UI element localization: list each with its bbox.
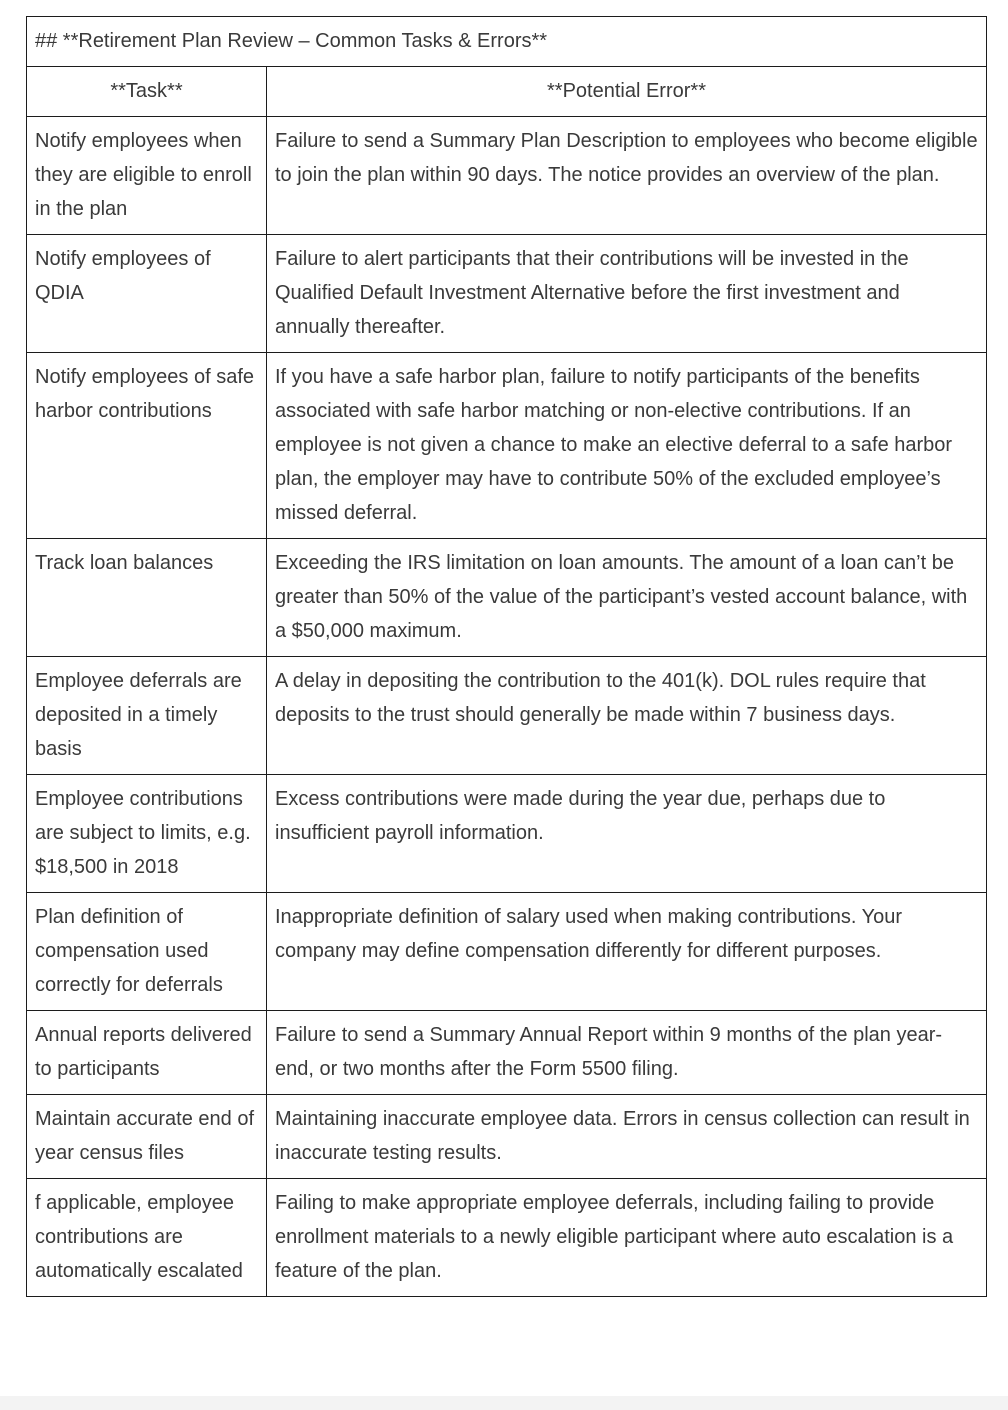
error-cell: Failure to alert participants that their contributions will be invested in the Qualified Default Investment Alternative before the first investment and annually thereafter. bbox=[267, 235, 987, 353]
table-row bbox=[27, 353, 987, 539]
error-cell: Inappropriate definition of salary used when making contributions. Your company may define compensation differently for different purposes. bbox=[267, 893, 987, 1011]
table-row bbox=[27, 1011, 987, 1095]
task-cell: Notify employees of QDIA bbox=[27, 235, 267, 353]
table-row bbox=[27, 117, 987, 235]
table-row bbox=[27, 657, 987, 775]
task-cell: Notify employees when they are eligible to enroll in the plan bbox=[27, 117, 267, 235]
task-cell: Plan definition of compensation used correctly for deferrals bbox=[27, 893, 267, 1011]
table-row bbox=[27, 539, 987, 657]
review-table bbox=[26, 16, 987, 1297]
table-row bbox=[27, 235, 987, 353]
table-title: ## **Retirement Plan Review – Common Tasks & Errors** bbox=[27, 17, 987, 67]
task-cell: Maintain accurate end of year census files bbox=[27, 1095, 267, 1179]
error-cell: Maintaining inaccurate employee data. Errors in census collection can result in inaccurate testing results. bbox=[267, 1095, 987, 1179]
header-row bbox=[27, 67, 987, 117]
task-cell: Employee deferrals are deposited in a timely basis bbox=[27, 657, 267, 775]
error-cell: Failing to make appropriate employee deferrals, including failing to provide enrollment materials to a newly eligible participant where auto escalation is a feature of the plan. bbox=[267, 1179, 987, 1297]
title-row bbox=[27, 17, 987, 67]
table-row bbox=[27, 1095, 987, 1179]
error-cell: Excess contributions were made during the year due, perhaps due to insufficient payroll information. bbox=[267, 775, 987, 893]
header-task: **Task** bbox=[27, 67, 267, 117]
error-cell: A delay in depositing the contribution to the 401(k). DOL rules require that deposits to the trust should generally be made within 7 business days. bbox=[267, 657, 987, 775]
error-cell: Failure to send a Summary Annual Report within 9 months of the plan year-end, or two months after the Form 5500 filing. bbox=[267, 1011, 987, 1095]
task-cell: Employee contributions are subject to limits, e.g. $18,500 in 2018 bbox=[27, 775, 267, 893]
table-row bbox=[27, 893, 987, 1011]
table-row bbox=[27, 775, 987, 893]
task-cell: Annual reports delivered to participants bbox=[27, 1011, 267, 1095]
error-cell: Exceeding the IRS limitation on loan amounts. The amount of a loan can’t be greater than 50% of the value of the participant’s vested account balance, with a $50,000 maximum. bbox=[267, 539, 987, 657]
table-row bbox=[27, 1179, 987, 1297]
error-cell: Failure to send a Summary Plan Description to employees who become eligible to join the plan within 90 days. The notice provides an overview of the plan. bbox=[267, 117, 987, 235]
task-cell: Track loan balances bbox=[27, 539, 267, 657]
header-potential-error: **Potential Error** bbox=[267, 67, 987, 117]
bottom-strip bbox=[0, 1396, 1008, 1410]
error-cell: If you have a safe harbor plan, failure to notify participants of the benefits associated with safe harbor matching or non-elective contributions. If an employee is not given a chance to make an elective deferral to a safe harbor plan, the employer may have to contribute 50% of the excluded employee’s missed deferral. bbox=[267, 353, 987, 539]
task-cell: Notify employees of safe harbor contributions bbox=[27, 353, 267, 539]
task-cell: f applicable, employee contributions are automatically escalated bbox=[27, 1179, 267, 1297]
